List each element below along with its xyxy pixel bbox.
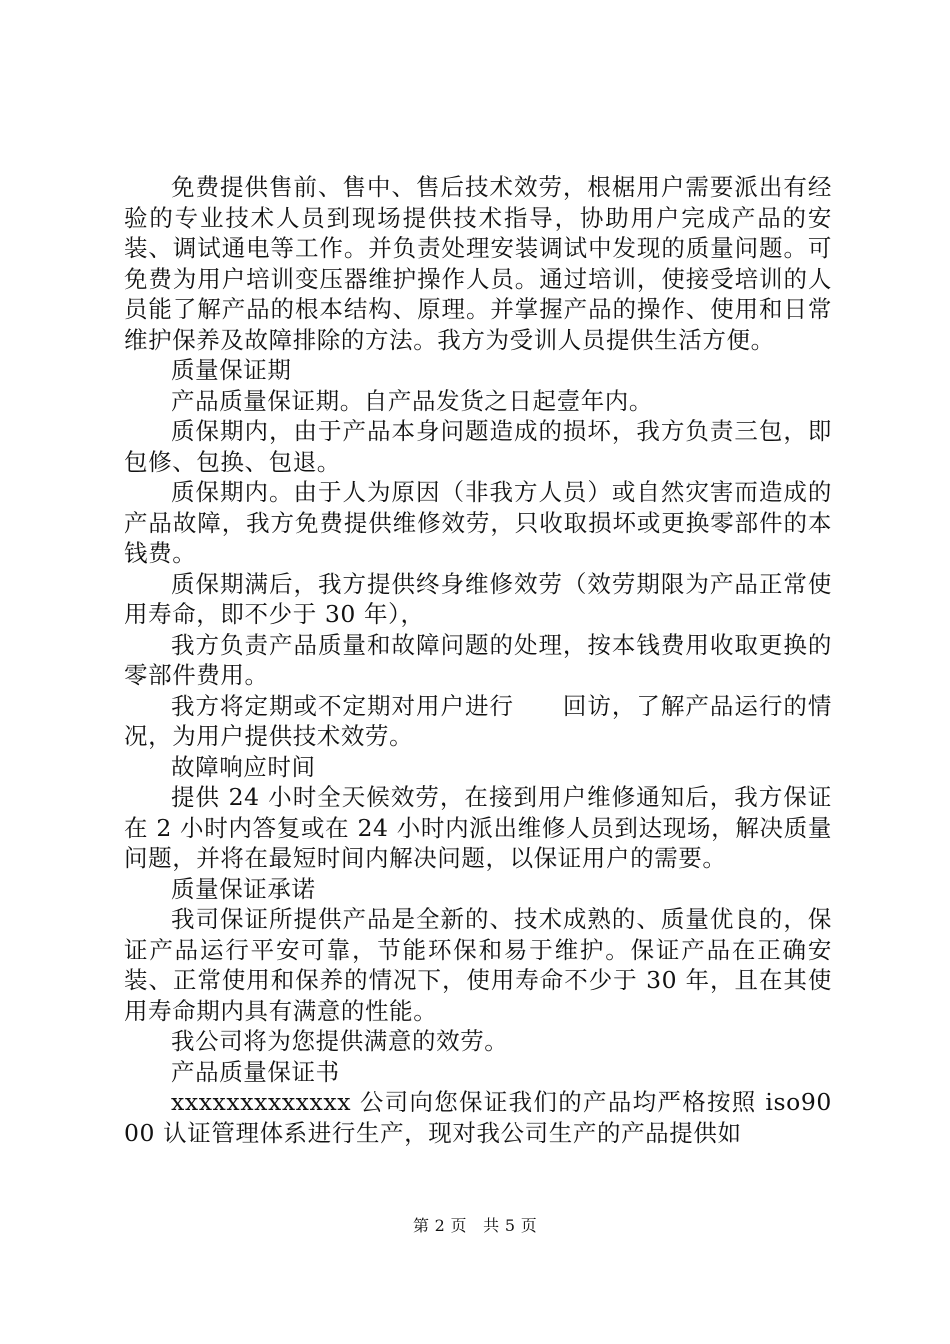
paragraph-24h-service: 提供 24 小时全天候效劳，在接到用户维修通知后，我方保证在 2 小时内答复或在 24 小时内派出维修人员到达现场，解决质量问题，并将在最短时间内解决问题，以保证用户的需要。 bbox=[124, 783, 832, 872]
paragraph-cost-parts: 我方负责产品质量和故障问题的处理，按本钱费用收取更换的零部件费用。 bbox=[124, 630, 832, 689]
paragraph-satisfying-service: 我公司将为您提供满意的效劳。 bbox=[171, 1027, 509, 1055]
page-number-footer: 第 2 页 共 5 页 bbox=[412, 1216, 537, 1235]
document-body bbox=[124, 172, 832, 1148]
paragraph-product-guarantee: 我司保证所提供产品是全新的、技术成熟的、质量优良的，保证产品运行平安可靠，节能环保和易于维护。保证产品在正确安装、正常使用和保养的情况下，使用寿命不少于 30 年，且在其使用寿命期内具有满意的性能。 bbox=[124, 905, 832, 1025]
paragraph-human-natural-damage: 质保期内。由于人为原因（非我方人员）或自然灾害而造成的产品故障，我方免费提供维修效劳，只收取损坏或更换零部件的本钱费。 bbox=[124, 478, 832, 567]
heading-quality-certificate: 产品质量保证书 bbox=[171, 1057, 340, 1086]
paragraph-service-intro: 免费提供售前、售中、售后技术效劳，根椐用户需要派出有经验的专业技术人员到现场提供技术指导，协助用户完成产品的安装、调试通电等工作。并负责处理安装调试中发现的质量问题。可免费为用户培训变压器维护操作人员。通过培训，使接受培训的人员能了解产品的根本结构、原理。并掌握产品的操作、使用和日常维护保养及故障排除的方法。我方为受训人员提供生活方便。 bbox=[124, 173, 832, 354]
paragraph-three-guarantees: 质保期内，由于产品本身问题造成的损坏，我方负责三包，即包修、包换、包退。 bbox=[124, 417, 832, 476]
paragraph-after-warranty: 质保期满后，我方提供终身维修效劳（效劳期限为产品正常使用寿命，即不少于 30 年）， bbox=[124, 569, 832, 628]
paragraph-iso-certification: xxxxxxxxxxxxx 公司向您保证我们的产品均严格按照 iso9000 认证管理体系进行生产，现对我公司生产的产品提供如 bbox=[124, 1088, 832, 1147]
paragraph-warranty-term: 产品质量保证期。自产品发货之日起壹年内。 bbox=[171, 386, 653, 415]
heading-quality-commitment: 质量保证承诺 bbox=[171, 874, 316, 903]
paragraph-follow-up-visits: 我方将定期或不定期对用户进行 回访，了解产品运行的情况，为用户提供技术效劳。 bbox=[124, 691, 832, 750]
heading-response-time: 故障响应时间 bbox=[171, 752, 316, 781]
heading-warranty-period: 质量保证期 bbox=[171, 356, 292, 384]
